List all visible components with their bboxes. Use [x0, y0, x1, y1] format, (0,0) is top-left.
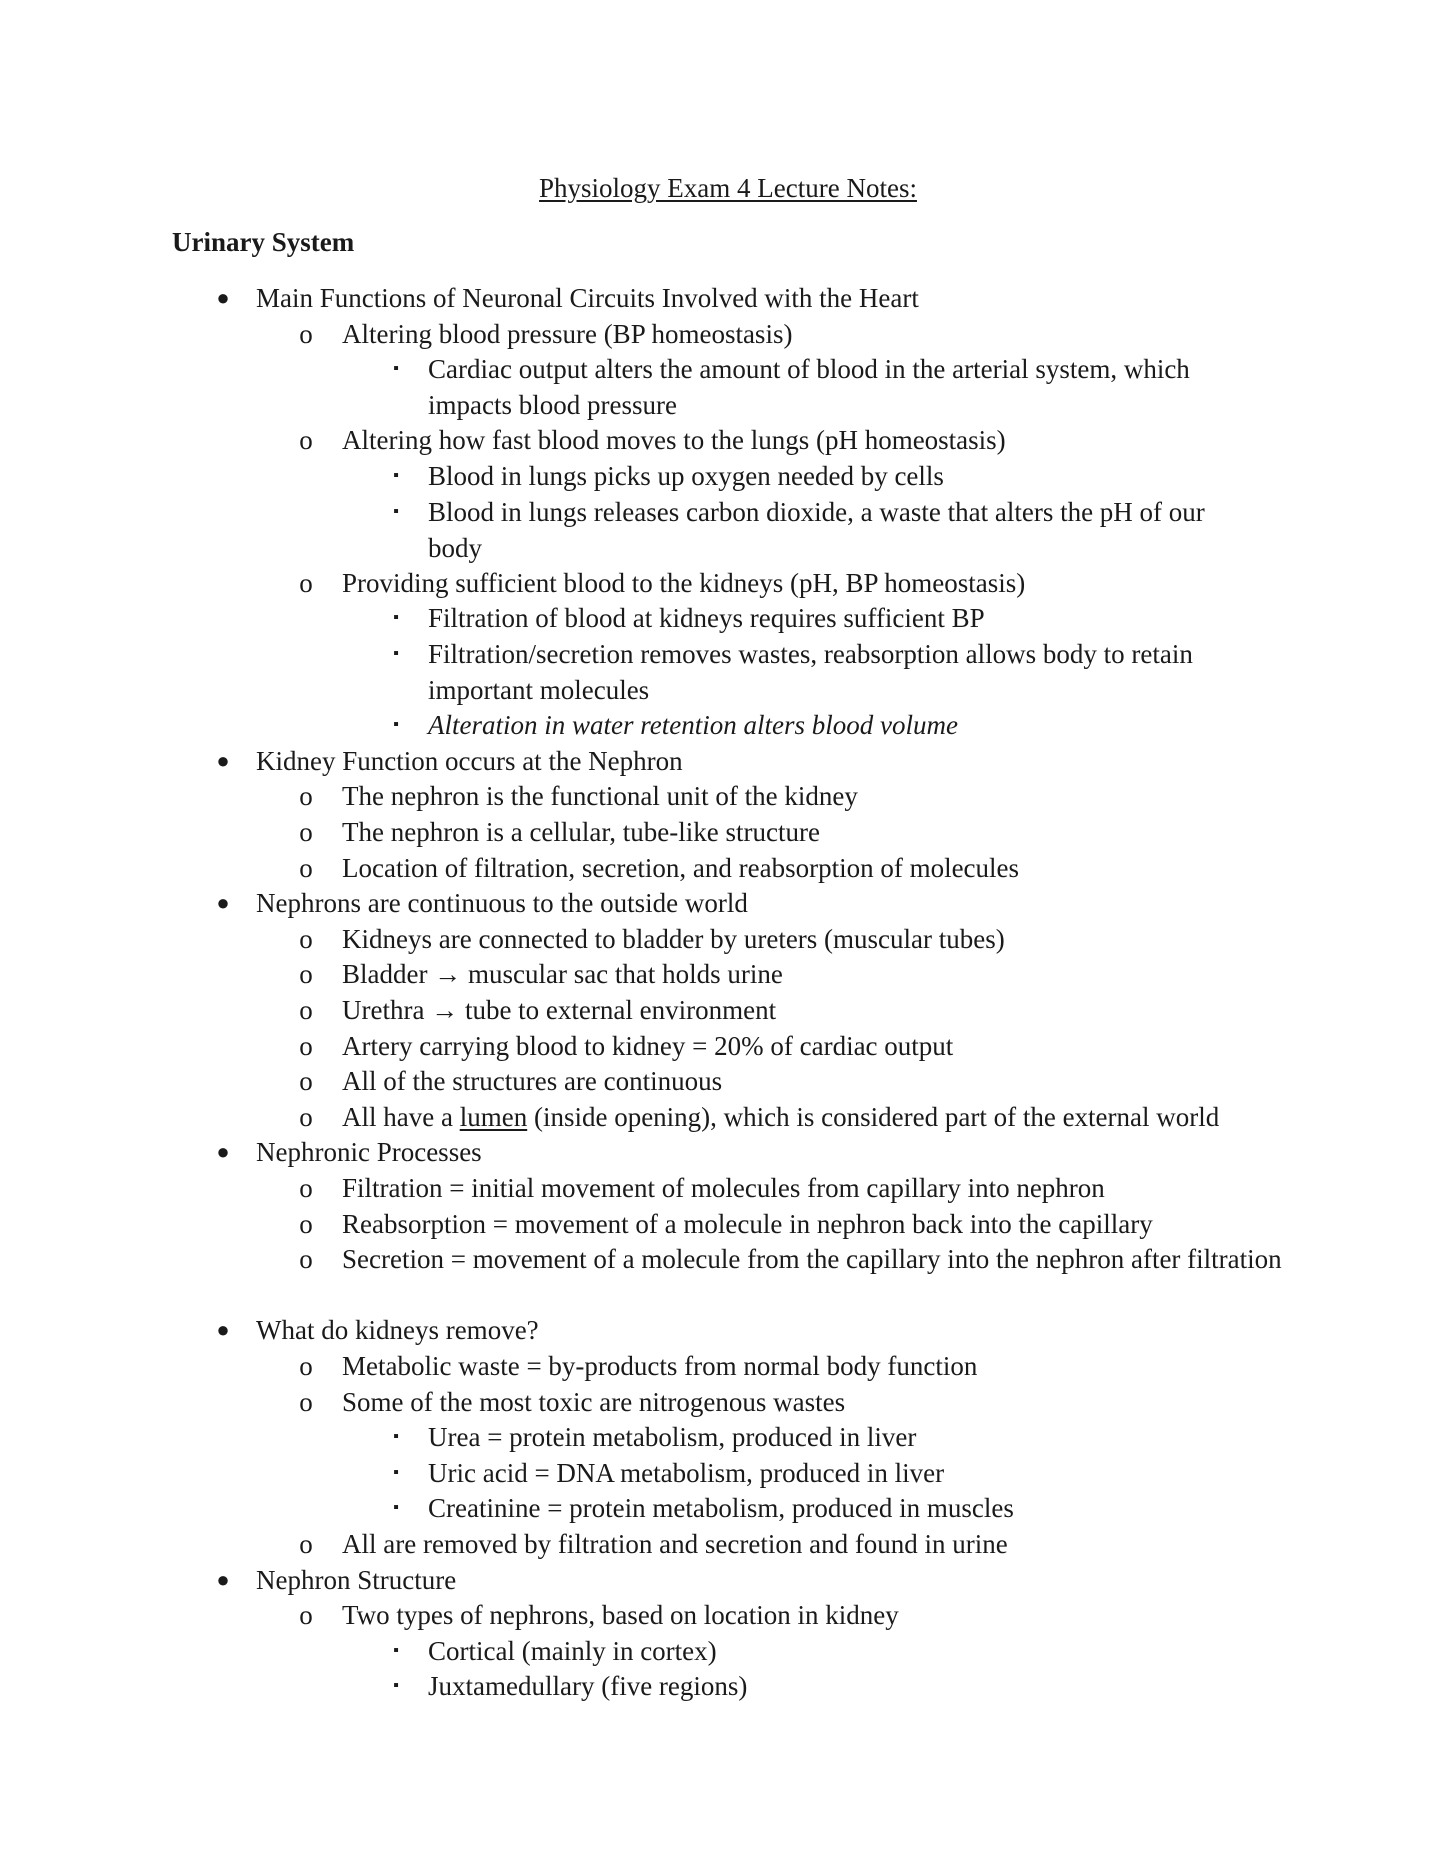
outline-item-level-2 [299, 1063, 1322, 1099]
outline-item-text: Secretion = movement of a molecule from the capillary into the nephron after filtration [342, 1244, 1282, 1274]
section-heading: Urinary System [172, 227, 355, 257]
list-marker-square: ▪ [393, 1499, 399, 1516]
list-marker-bullet: ● [216, 285, 230, 310]
list-marker-circle: o [299, 1102, 313, 1132]
list-marker-circle: o [299, 1387, 313, 1417]
list-marker-square: ▪ [393, 716, 399, 733]
outline-item-text: Nephrons are continuous to the outside world [256, 888, 748, 918]
outline-item-level-2 [299, 1384, 1322, 1420]
outline-item-level-3 [393, 458, 1258, 494]
outline-item-text: Main Functions of Neuronal Circuits Involved with the Heart [256, 283, 919, 313]
outline-item-text: Alteration in water retention alters blood volume [428, 710, 958, 740]
outline-item-text: Uric acid = DNA metabolism, produced in liver [428, 1458, 945, 1488]
outline-item-text: Nephronic Processes [256, 1137, 482, 1167]
outline-item-text: What do kidneys remove? [256, 1315, 539, 1345]
list-marker-square: ▪ [393, 1464, 399, 1481]
list-marker-bullet: ● [216, 890, 230, 915]
list-marker-circle: o [299, 1209, 313, 1239]
list-marker-square: ▪ [393, 1677, 399, 1694]
list-marker-circle: o [299, 568, 313, 598]
outline-item-level-2 [299, 1028, 1322, 1064]
list-marker-square: ▪ [393, 1642, 399, 1659]
outline-item-text: Filtration of blood at kidneys requires sufficient BP [428, 603, 985, 633]
list-marker-square: ▪ [393, 645, 399, 662]
outline-item-level-2 [299, 565, 1322, 601]
outline-item-text: Location of filtration, secretion, and reabsorption of molecules [342, 853, 1020, 883]
outline-item-level-1 [216, 743, 1316, 779]
list-marker-circle: o [299, 1066, 313, 1096]
list-marker-bullet: ● [216, 1317, 230, 1342]
list-marker-circle: o [299, 1351, 313, 1381]
list-marker-bullet: ● [216, 1139, 230, 1164]
outline-item-level-3 [393, 351, 1258, 423]
outline-item-text: Reabsorption = movement of a molecule in nephron back into the capillary [342, 1209, 1153, 1239]
outline-item-level-2 [299, 1348, 1322, 1384]
outline-item-level-2 [299, 992, 1322, 1028]
outline-item-level-3 [393, 600, 1258, 636]
list-marker-bullet: ● [216, 748, 230, 773]
outline-item-level-3 [393, 636, 1258, 708]
outline-item-level-3 [393, 1490, 1258, 1526]
text-segment: (inside opening), which is considered part of the external world [527, 1102, 1220, 1132]
outline-item-text: Kidney Function occurs at the Nephron [256, 746, 683, 776]
outline-item-level-3 [393, 1633, 1258, 1669]
outline-item-text: Some of the most toxic are nitrogenous wastes [342, 1387, 846, 1417]
list-marker-circle: o [299, 1244, 313, 1274]
outline-item-level-2 [299, 1597, 1322, 1633]
outline-item-text: Kidneys are connected to bladder by ureters (muscular tubes) [342, 924, 1005, 954]
outline-item-text: Artery carrying blood to kidney = 20% of cardiac output [342, 1031, 954, 1061]
outline-item-level-3 [393, 1455, 1258, 1491]
list-marker-circle: o [299, 1529, 313, 1559]
list-marker-circle: o [299, 1600, 313, 1630]
outline-item-level-2 [299, 1206, 1322, 1242]
outline-item-level-3 [393, 1419, 1258, 1455]
outline-item-level-1 [216, 885, 1316, 921]
outline-item-level-1 [216, 1134, 1316, 1170]
outline-item-level-3 [393, 1668, 1258, 1704]
outline-item-level-2 [299, 956, 1322, 992]
list-marker-circle: o [299, 1031, 313, 1061]
outline-item-level-1 [216, 1562, 1316, 1598]
list-marker-circle: o [299, 425, 313, 455]
list-marker-circle: o [299, 319, 313, 349]
list-marker-circle: o [299, 959, 313, 989]
list-marker-square: ▪ [393, 609, 399, 626]
list-marker-circle: o [299, 924, 313, 954]
outline-item-level-2 [299, 1099, 1322, 1135]
outline-item-text: Cardiac output alters the amount of blood in the arterial system, which impacts blood pressure [428, 354, 1190, 420]
outline-item-level-2 [299, 921, 1322, 957]
list-marker-square: ▪ [393, 1428, 399, 1445]
outline-item-text: Providing sufficient blood to the kidneys (pH, BP homeostasis) [342, 568, 1026, 598]
outline-item-level-2 [299, 778, 1322, 814]
outline-item-text: All are removed by filtration and secretion and found in urine [342, 1529, 1008, 1559]
outline-item-text: Nephron Structure [256, 1565, 457, 1595]
outline-item-text: The nephron is a cellular, tube-like structure [342, 817, 820, 847]
outline-item-text: Blood in lungs releases carbon dioxide, a waste that alters the pH of our body [428, 497, 1205, 563]
outline-item-level-3 [393, 494, 1258, 566]
outline-item-text: Filtration = initial movement of molecules from capillary into nephron [342, 1173, 1105, 1203]
list-marker-circle: o [299, 853, 313, 883]
outline-item-text: Metabolic waste = by-products from normal body function [342, 1351, 978, 1381]
outline-item-text: Urea = protein metabolism, produced in liver [428, 1422, 917, 1452]
outline-item-text [342, 1102, 1219, 1132]
list-marker-square: ▪ [393, 467, 399, 484]
outline-item-level-1 [216, 1312, 1316, 1348]
list-marker-square: ▪ [393, 503, 399, 520]
outline-item-level-2 [299, 1526, 1322, 1562]
outline-item-level-2 [299, 1170, 1322, 1206]
document-title: Physiology Exam 4 Lecture Notes: [539, 173, 917, 203]
outline-item-text: Two types of nephrons, based on location in kidney [342, 1600, 899, 1630]
outline-item-level-2 [299, 422, 1322, 458]
list-marker-circle: o [299, 1173, 313, 1203]
outline-item-text: Urethra → tube to external environment [342, 995, 777, 1025]
outline-item-text: Filtration/secretion removes wastes, reabsorption allows body to retain important molecules [428, 639, 1193, 705]
outline-item-text: Altering blood pressure (BP homeostasis) [342, 319, 793, 349]
outline-item-text: The nephron is the functional unit of the kidney [342, 781, 858, 811]
outline-item-text: Juxtamedullary (five regions) [428, 1671, 748, 1701]
outline-item-level-2 [299, 316, 1322, 352]
outline-item-level-2 [299, 850, 1322, 886]
outline-item-level-2 [299, 1241, 1322, 1277]
outline-item-text: Altering how fast blood moves to the lungs (pH homeostasis) [342, 425, 1006, 455]
outline-item-text: Bladder → muscular sac that holds urine [342, 959, 783, 989]
list-marker-circle: o [299, 817, 313, 847]
list-marker-circle: o [299, 781, 313, 811]
outline-item-level-3 [393, 707, 1258, 743]
underlined-term: lumen [459, 1102, 528, 1132]
list-marker-bullet: ● [216, 1567, 230, 1592]
text-segment: All have a [342, 1102, 460, 1132]
outline-item-text: Cortical (mainly in cortex) [428, 1636, 717, 1666]
list-marker-square: ▪ [393, 360, 399, 377]
outline-item-text: Creatinine = protein metabolism, produced in muscles [428, 1493, 1014, 1523]
list-marker-circle: o [299, 995, 313, 1025]
outline-item-text: All of the structures are continuous [342, 1066, 723, 1096]
outline-item-text: Blood in lungs picks up oxygen needed by cells [428, 461, 944, 491]
outline-item-level-2 [299, 814, 1322, 850]
outline-item-level-1 [216, 280, 1316, 316]
